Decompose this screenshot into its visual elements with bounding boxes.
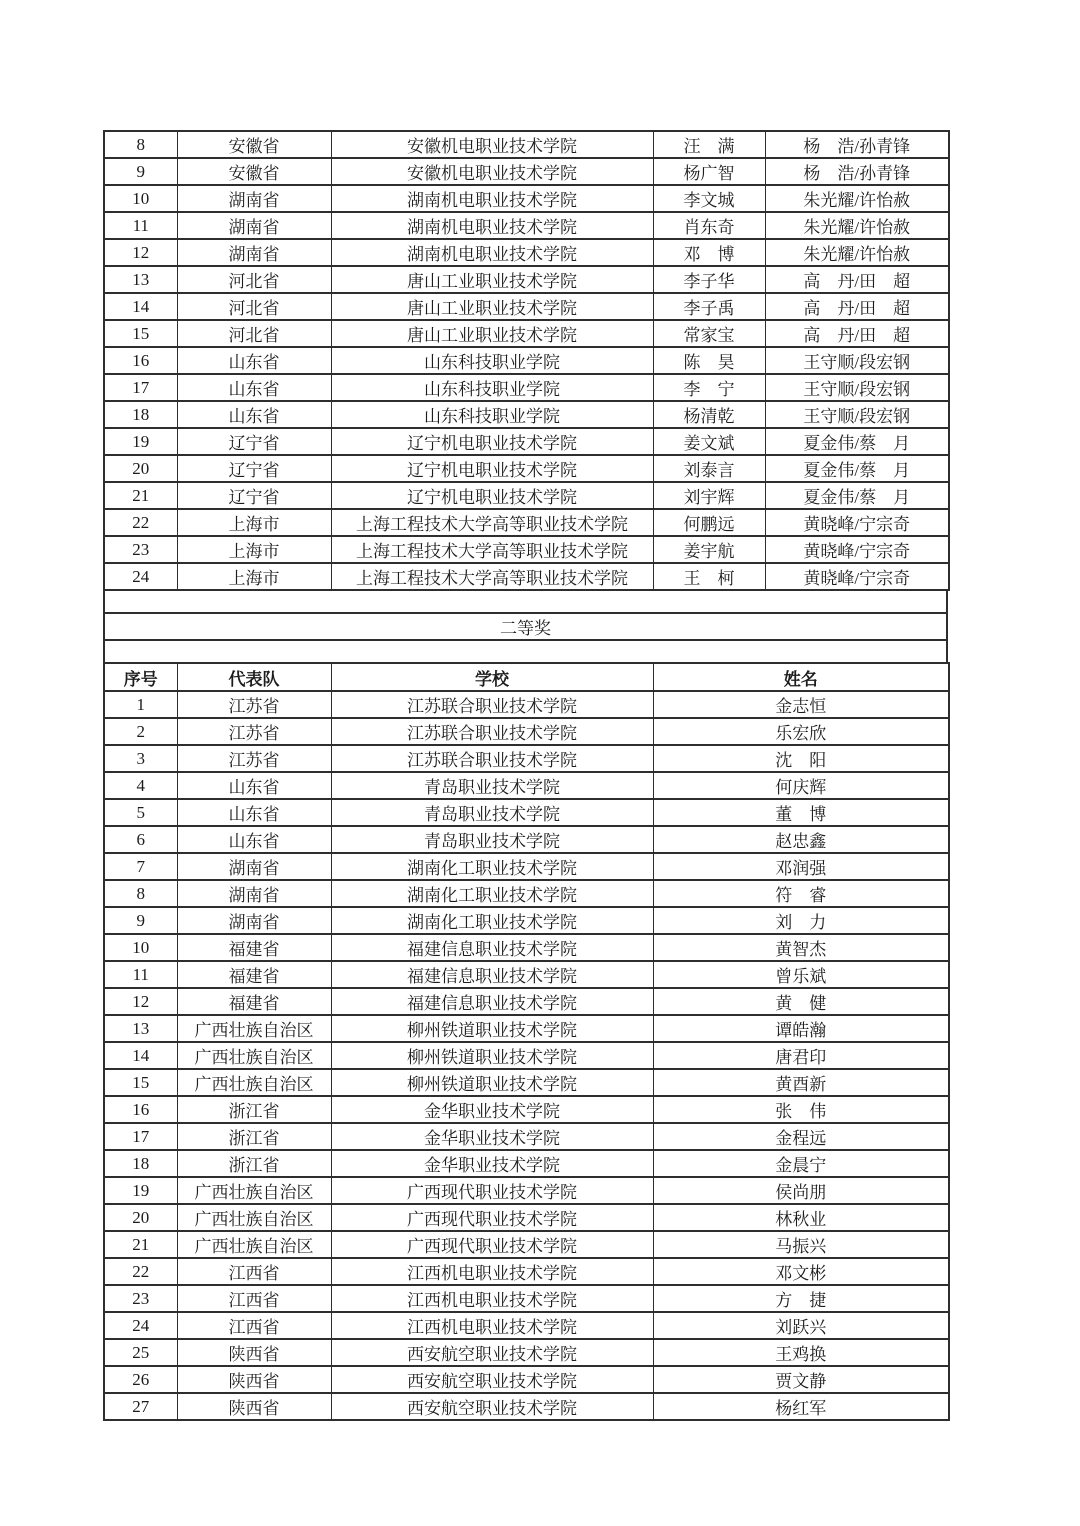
school-name: 青岛职业技术学院 xyxy=(331,826,653,853)
second-prize-header-row xyxy=(104,663,949,691)
row-number: 8 xyxy=(104,880,177,907)
team-name: 福建省 xyxy=(177,934,331,961)
school-name: 湖南机电职业技术学院 xyxy=(331,212,653,239)
empty-band-cell xyxy=(104,640,947,663)
school-name: 唐山工业职业技术学院 xyxy=(331,293,653,320)
header-team: 代表队 xyxy=(177,663,331,691)
table-row xyxy=(104,1285,949,1312)
student-name: 陈 昊 xyxy=(653,347,765,374)
student-name: 常家宝 xyxy=(653,320,765,347)
table-row xyxy=(104,799,949,826)
school-name: 江西机电职业技术学院 xyxy=(331,1312,653,1339)
school-name: 西安航空职业技术学院 xyxy=(331,1339,653,1366)
student-name: 刘跃兴 xyxy=(653,1312,949,1339)
team-name: 上海市 xyxy=(177,563,331,590)
empty-band-cell xyxy=(104,590,947,613)
school-name: 江西机电职业技术学院 xyxy=(331,1258,653,1285)
advisor-names: 夏金伟/蔡 月 xyxy=(765,455,949,482)
student-name: 杨红军 xyxy=(653,1393,949,1420)
row-number: 22 xyxy=(104,509,177,536)
table-row xyxy=(104,1042,949,1069)
document-sheet xyxy=(103,130,948,1421)
school-name: 柳州铁道职业技术学院 xyxy=(331,1042,653,1069)
student-name: 张 伟 xyxy=(653,1096,949,1123)
school-name: 福建信息职业技术学院 xyxy=(331,934,653,961)
school-name: 广西现代职业技术学院 xyxy=(331,1231,653,1258)
student-name: 姜文斌 xyxy=(653,428,765,455)
team-name: 安徽省 xyxy=(177,158,331,185)
row-number: 19 xyxy=(104,428,177,455)
team-name: 江苏省 xyxy=(177,718,331,745)
advisor-names: 朱光耀/许怡赦 xyxy=(765,212,949,239)
student-name: 黄酉新 xyxy=(653,1069,949,1096)
student-name: 李子禹 xyxy=(653,293,765,320)
school-name: 福建信息职业技术学院 xyxy=(331,961,653,988)
advisor-names: 夏金伟/蔡 月 xyxy=(765,482,949,509)
table-row xyxy=(104,988,949,1015)
table-row xyxy=(104,212,949,239)
advisor-names: 杨 浩/孙青锋 xyxy=(765,131,949,158)
team-name: 山东省 xyxy=(177,401,331,428)
school-name: 湖南化工职业技术学院 xyxy=(331,853,653,880)
student-name: 乐宏欣 xyxy=(653,718,949,745)
row-number: 13 xyxy=(104,266,177,293)
student-name: 谭皓瀚 xyxy=(653,1015,949,1042)
advisor-names: 高 丹/田 超 xyxy=(765,293,949,320)
table-row xyxy=(104,853,949,880)
student-name: 王 柯 xyxy=(653,563,765,590)
table-row xyxy=(104,691,949,718)
advisor-names: 王守顺/段宏钢 xyxy=(765,347,949,374)
school-name: 辽宁机电职业技术学院 xyxy=(331,455,653,482)
header-row-number: 序号 xyxy=(104,663,177,691)
first-prize-table xyxy=(103,130,950,591)
section-title-row xyxy=(104,613,947,640)
team-name: 福建省 xyxy=(177,961,331,988)
table-row xyxy=(104,158,949,185)
row-number: 17 xyxy=(104,1123,177,1150)
student-name: 何鹏远 xyxy=(653,509,765,536)
student-name: 何庆辉 xyxy=(653,772,949,799)
team-name: 河北省 xyxy=(177,293,331,320)
student-name: 马振兴 xyxy=(653,1231,949,1258)
header-school: 学校 xyxy=(331,663,653,691)
school-name: 金华职业技术学院 xyxy=(331,1150,653,1177)
team-name: 河北省 xyxy=(177,266,331,293)
row-number: 26 xyxy=(104,1366,177,1393)
student-name: 肖东奇 xyxy=(653,212,765,239)
school-name: 唐山工业职业技术学院 xyxy=(331,320,653,347)
table-row xyxy=(104,1204,949,1231)
table-row xyxy=(104,934,949,961)
team-name: 广西壮族自治区 xyxy=(177,1069,331,1096)
school-name: 青岛职业技术学院 xyxy=(331,772,653,799)
row-number: 25 xyxy=(104,1339,177,1366)
team-name: 福建省 xyxy=(177,988,331,1015)
row-number: 16 xyxy=(104,347,177,374)
table-row xyxy=(104,961,949,988)
school-name: 山东科技职业学院 xyxy=(331,374,653,401)
school-name: 山东科技职业学院 xyxy=(331,347,653,374)
advisor-names: 朱光耀/许怡赦 xyxy=(765,239,949,266)
table-row xyxy=(104,455,949,482)
table-row xyxy=(104,1366,949,1393)
team-name: 湖南省 xyxy=(177,185,331,212)
student-name: 邓 博 xyxy=(653,239,765,266)
school-name: 湖南机电职业技术学院 xyxy=(331,185,653,212)
student-name: 李文城 xyxy=(653,185,765,212)
section-title: 二等奖 xyxy=(104,613,947,640)
table-row xyxy=(104,185,949,212)
team-name: 广西壮族自治区 xyxy=(177,1231,331,1258)
student-name: 李子华 xyxy=(653,266,765,293)
row-number: 16 xyxy=(104,1096,177,1123)
row-number: 11 xyxy=(104,212,177,239)
team-name: 江西省 xyxy=(177,1258,331,1285)
row-number: 3 xyxy=(104,745,177,772)
second-prize-table xyxy=(103,662,950,1421)
school-name: 辽宁机电职业技术学院 xyxy=(331,428,653,455)
team-name: 广西壮族自治区 xyxy=(177,1177,331,1204)
student-name: 金志恒 xyxy=(653,691,949,718)
advisor-names: 朱光耀/许怡赦 xyxy=(765,185,949,212)
student-name: 侯尚朋 xyxy=(653,1177,949,1204)
row-number: 8 xyxy=(104,131,177,158)
student-name: 刘泰言 xyxy=(653,455,765,482)
row-number: 9 xyxy=(104,158,177,185)
row-number: 4 xyxy=(104,772,177,799)
table-row xyxy=(104,347,949,374)
table-row xyxy=(104,1258,949,1285)
row-number: 22 xyxy=(104,1258,177,1285)
row-number: 10 xyxy=(104,934,177,961)
team-name: 上海市 xyxy=(177,536,331,563)
table-row xyxy=(104,563,949,590)
student-name: 刘宇辉 xyxy=(653,482,765,509)
row-number: 24 xyxy=(104,1312,177,1339)
advisor-names: 杨 浩/孙青锋 xyxy=(765,158,949,185)
school-name: 上海工程技术大学高等职业技术学院 xyxy=(331,509,653,536)
header-student-name: 姓名 xyxy=(653,663,949,691)
row-number: 7 xyxy=(104,853,177,880)
school-name: 江西机电职业技术学院 xyxy=(331,1285,653,1312)
student-name: 李 宁 xyxy=(653,374,765,401)
school-name: 湖南机电职业技术学院 xyxy=(331,239,653,266)
student-name: 唐君印 xyxy=(653,1042,949,1069)
student-name: 杨清乾 xyxy=(653,401,765,428)
student-name: 方 捷 xyxy=(653,1285,949,1312)
row-number: 19 xyxy=(104,1177,177,1204)
team-name: 广西壮族自治区 xyxy=(177,1204,331,1231)
row-number: 24 xyxy=(104,563,177,590)
school-name: 广西现代职业技术学院 xyxy=(331,1204,653,1231)
table-row xyxy=(104,428,949,455)
school-name: 柳州铁道职业技术学院 xyxy=(331,1015,653,1042)
student-name: 王鸡换 xyxy=(653,1339,949,1366)
table-row xyxy=(104,239,949,266)
advisor-names: 高 丹/田 超 xyxy=(765,320,949,347)
team-name: 山东省 xyxy=(177,799,331,826)
team-name: 江西省 xyxy=(177,1285,331,1312)
school-name: 金华职业技术学院 xyxy=(331,1096,653,1123)
row-number: 17 xyxy=(104,374,177,401)
student-name: 汪 满 xyxy=(653,131,765,158)
student-name: 邓润强 xyxy=(653,853,949,880)
table-row xyxy=(104,826,949,853)
table-row xyxy=(104,1015,949,1042)
row-number: 10 xyxy=(104,185,177,212)
table-row xyxy=(104,293,949,320)
row-number: 13 xyxy=(104,1015,177,1042)
team-name: 湖南省 xyxy=(177,239,331,266)
student-name: 邓文彬 xyxy=(653,1258,949,1285)
advisor-names: 王守顺/段宏钢 xyxy=(765,401,949,428)
student-name: 金晨宁 xyxy=(653,1150,949,1177)
school-name: 上海工程技术大学高等职业技术学院 xyxy=(331,563,653,590)
student-name: 黄 健 xyxy=(653,988,949,1015)
table-row xyxy=(104,880,949,907)
student-name: 符 睿 xyxy=(653,880,949,907)
row-number: 14 xyxy=(104,1042,177,1069)
team-name: 浙江省 xyxy=(177,1150,331,1177)
advisor-names: 夏金伟/蔡 月 xyxy=(765,428,949,455)
team-name: 河北省 xyxy=(177,320,331,347)
advisor-names: 黄晓峰/宁宗奇 xyxy=(765,536,949,563)
school-name: 福建信息职业技术学院 xyxy=(331,988,653,1015)
row-number: 15 xyxy=(104,320,177,347)
table-row xyxy=(104,772,949,799)
team-name: 山东省 xyxy=(177,772,331,799)
school-name: 上海工程技术大学高等职业技术学院 xyxy=(331,536,653,563)
school-name: 西安航空职业技术学院 xyxy=(331,1393,653,1420)
empty-band-row xyxy=(104,590,947,613)
student-name: 姜宇航 xyxy=(653,536,765,563)
student-name: 金程远 xyxy=(653,1123,949,1150)
row-number: 9 xyxy=(104,907,177,934)
advisor-names: 黄晓峰/宁宗奇 xyxy=(765,509,949,536)
first-prize-table-body xyxy=(104,131,949,590)
table-row xyxy=(104,320,949,347)
team-name: 广西壮族自治区 xyxy=(177,1015,331,1042)
school-name: 金华职业技术学院 xyxy=(331,1123,653,1150)
table-row xyxy=(104,1312,949,1339)
table-row xyxy=(104,1393,949,1420)
table-row xyxy=(104,1123,949,1150)
row-number: 20 xyxy=(104,1204,177,1231)
table-row xyxy=(104,482,949,509)
table-row xyxy=(104,131,949,158)
row-number: 12 xyxy=(104,239,177,266)
team-name: 湖南省 xyxy=(177,853,331,880)
team-name: 湖南省 xyxy=(177,212,331,239)
team-name: 山东省 xyxy=(177,347,331,374)
table-row xyxy=(104,1096,949,1123)
school-name: 柳州铁道职业技术学院 xyxy=(331,1069,653,1096)
team-name: 浙江省 xyxy=(177,1123,331,1150)
school-name: 辽宁机电职业技术学院 xyxy=(331,482,653,509)
school-name: 江苏联合职业技术学院 xyxy=(331,691,653,718)
school-name: 湖南化工职业技术学院 xyxy=(331,880,653,907)
team-name: 广西壮族自治区 xyxy=(177,1042,331,1069)
student-name: 黄智杰 xyxy=(653,934,949,961)
row-number: 1 xyxy=(104,691,177,718)
team-name: 辽宁省 xyxy=(177,455,331,482)
team-name: 江苏省 xyxy=(177,745,331,772)
team-name: 陕西省 xyxy=(177,1366,331,1393)
table-row xyxy=(104,745,949,772)
student-name: 刘 力 xyxy=(653,907,949,934)
school-name: 山东科技职业学院 xyxy=(331,401,653,428)
school-name: 安徽机电职业技术学院 xyxy=(331,158,653,185)
advisor-names: 王守顺/段宏钢 xyxy=(765,374,949,401)
table-row xyxy=(104,1069,949,1096)
table-row xyxy=(104,266,949,293)
second-prize-table-body xyxy=(104,691,949,1420)
advisor-names: 高 丹/田 超 xyxy=(765,266,949,293)
empty-band-row xyxy=(104,640,947,663)
school-name: 安徽机电职业技术学院 xyxy=(331,131,653,158)
team-name: 江苏省 xyxy=(177,691,331,718)
row-number: 23 xyxy=(104,1285,177,1312)
team-name: 陕西省 xyxy=(177,1339,331,1366)
row-number: 27 xyxy=(104,1393,177,1420)
school-name: 湖南化工职业技术学院 xyxy=(331,907,653,934)
row-number: 6 xyxy=(104,826,177,853)
row-number: 14 xyxy=(104,293,177,320)
student-name: 沈 阳 xyxy=(653,745,949,772)
team-name: 上海市 xyxy=(177,509,331,536)
row-number: 15 xyxy=(104,1069,177,1096)
row-number: 12 xyxy=(104,988,177,1015)
team-name: 山东省 xyxy=(177,374,331,401)
table-row xyxy=(104,1231,949,1258)
team-name: 辽宁省 xyxy=(177,428,331,455)
table-row xyxy=(104,536,949,563)
table-row xyxy=(104,1339,949,1366)
team-name: 江西省 xyxy=(177,1312,331,1339)
student-name: 林秋业 xyxy=(653,1204,949,1231)
row-number: 23 xyxy=(104,536,177,563)
school-name: 青岛职业技术学院 xyxy=(331,799,653,826)
team-name: 湖南省 xyxy=(177,907,331,934)
row-number: 21 xyxy=(104,1231,177,1258)
table-row xyxy=(104,374,949,401)
student-name: 杨广智 xyxy=(653,158,765,185)
table-row xyxy=(104,907,949,934)
table-row xyxy=(104,1177,949,1204)
team-name: 浙江省 xyxy=(177,1096,331,1123)
team-name: 安徽省 xyxy=(177,131,331,158)
team-name: 辽宁省 xyxy=(177,482,331,509)
table-row xyxy=(104,509,949,536)
team-name: 湖南省 xyxy=(177,880,331,907)
school-name: 江苏联合职业技术学院 xyxy=(331,718,653,745)
student-name: 董 博 xyxy=(653,799,949,826)
team-name: 陕西省 xyxy=(177,1393,331,1420)
student-name: 曾乐斌 xyxy=(653,961,949,988)
row-number: 18 xyxy=(104,401,177,428)
row-number: 5 xyxy=(104,799,177,826)
team-name: 山东省 xyxy=(177,826,331,853)
student-name: 赵忠鑫 xyxy=(653,826,949,853)
row-number: 11 xyxy=(104,961,177,988)
row-number: 20 xyxy=(104,455,177,482)
student-name: 贾文静 xyxy=(653,1366,949,1393)
table-row xyxy=(104,401,949,428)
row-number: 18 xyxy=(104,1150,177,1177)
row-number: 21 xyxy=(104,482,177,509)
school-name: 广西现代职业技术学院 xyxy=(331,1177,653,1204)
school-name: 西安航空职业技术学院 xyxy=(331,1366,653,1393)
table-row xyxy=(104,1150,949,1177)
section-band-table xyxy=(103,589,948,664)
table-row xyxy=(104,718,949,745)
advisor-names: 黄晓峰/宁宗奇 xyxy=(765,563,949,590)
row-number: 2 xyxy=(104,718,177,745)
school-name: 江苏联合职业技术学院 xyxy=(331,745,653,772)
school-name: 唐山工业职业技术学院 xyxy=(331,266,653,293)
